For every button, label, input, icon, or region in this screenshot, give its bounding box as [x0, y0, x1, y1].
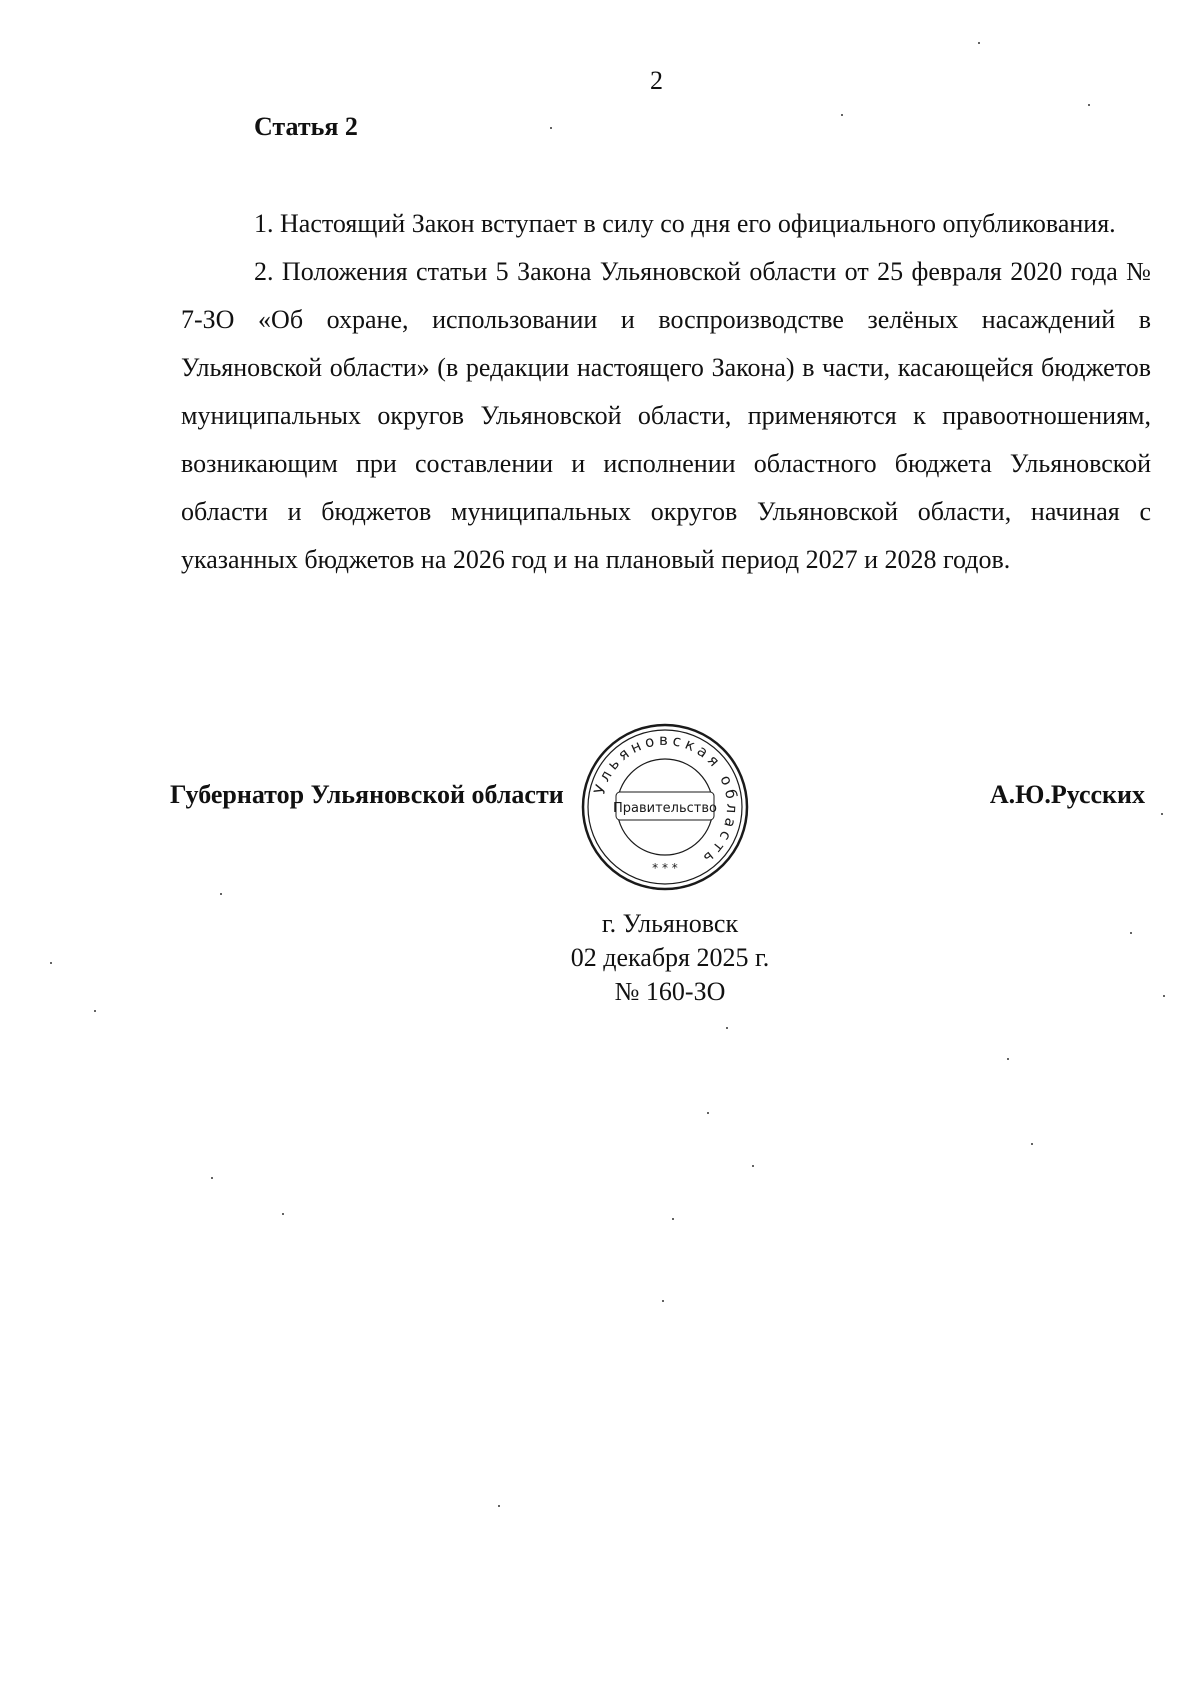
signatory-name: А.Ю.Русских	[989, 780, 1145, 809]
scan-speck	[841, 114, 843, 116]
scan-speck	[752, 1165, 754, 1167]
scan-speck	[662, 1300, 664, 1302]
seal-ring-textpath: Ульяновская область	[590, 730, 742, 870]
paragraph-1: 1. Настоящий Закон вступает в силу со дня его официального опубликования.	[254, 209, 1116, 238]
official-seal	[580, 722, 750, 892]
paragraph-2: 2. Положения статьи 5 Закона Ульяновской области от 25 февраля 2020 года № 7-ЗО «Об охране, использовании и воспроизводстве зелёных насаждений в Ульяновской области» (в редакции настоящего Закона) в части, касающейся бюджетов муниципальных округов Ульяновской области, применяются к правоотношениям, возникающим при составлении и исполнении областного бюджета Ульяновской области и бюджетов муниципальных округов Ульяновской области, начиная с указанных бюджетов на 2026 год и на плановый период 2027 и 2028 годов.	[181, 257, 1151, 574]
article-heading: Статья 2	[254, 112, 358, 141]
scan-speck	[550, 127, 552, 129]
scan-speck	[1161, 813, 1163, 815]
seal-center-text: Правительство	[613, 801, 717, 816]
scan-speck	[1163, 995, 1165, 997]
scan-speck	[1031, 1143, 1033, 1145]
scan-speck	[220, 893, 222, 895]
page-number: 2	[650, 66, 663, 95]
signatory-title: Губернатор Ульяновской области	[170, 780, 564, 809]
scan-speck	[707, 1112, 709, 1114]
footer-number: № 160-ЗО	[614, 977, 726, 1006]
scan-speck	[1130, 932, 1132, 934]
scan-speck	[94, 1010, 96, 1012]
scan-speck	[978, 42, 980, 44]
footer-date: 02 декабря 2025 г.	[570, 943, 770, 972]
scan-speck	[672, 1218, 674, 1220]
scan-speck	[726, 1027, 728, 1029]
scan-speck	[211, 1177, 213, 1179]
scan-speck	[50, 962, 52, 964]
article-body	[181, 200, 1151, 584]
scan-speck	[498, 1505, 500, 1507]
scan-speck	[1007, 1058, 1009, 1060]
scan-speck	[282, 1213, 284, 1215]
seal-stars-icon: * * *	[652, 861, 678, 875]
document-footer	[460, 907, 880, 1009]
footer-city: г. Ульяновск	[601, 909, 739, 938]
scan-speck	[1088, 104, 1090, 106]
